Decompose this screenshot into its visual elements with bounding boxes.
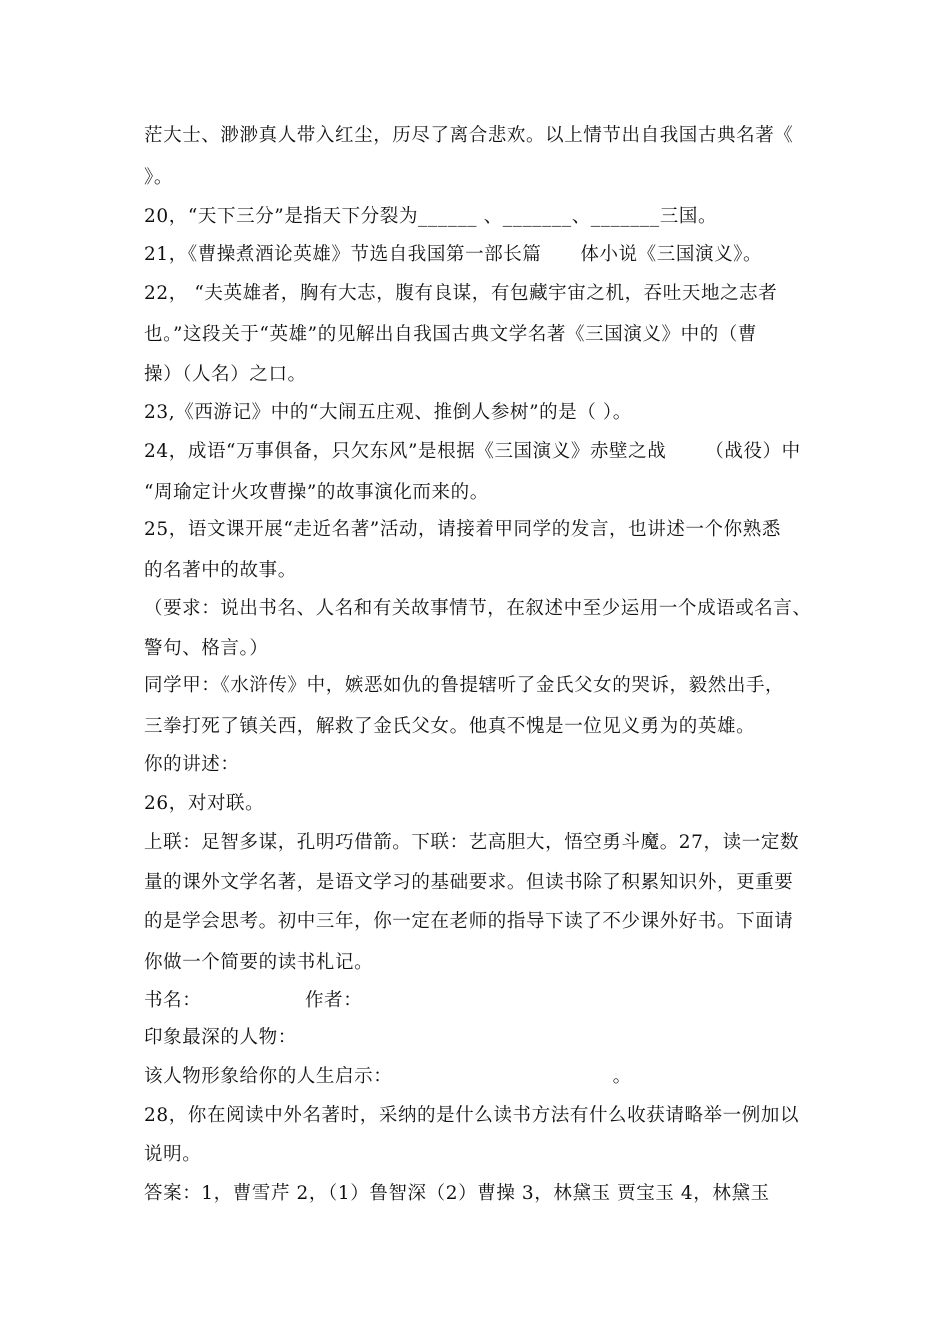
text-line: 量的课外文学名著，是语文学习的基础要求。但读书除了积累知识外，更重要 (144, 872, 794, 893)
text-line: 23,《西游记》中的“大闹五庄观、推倒人参树”的是（ ）。 (144, 402, 632, 423)
text-line: 茫大士、渺渺真人带入红尘，历尽了离合悲欢。以上情节出自我国古典名著《 (144, 125, 794, 146)
text-line: 21，《曹操煮酒论英雄》节选自我国第一部长篇 体小说《三国演义》。 (144, 244, 763, 265)
text-line: 该人物形象给你的人生启示： 。 (144, 1066, 632, 1087)
text-line: 24，成语“万事俱备，只欠东风”是根据《三国演义》赤壁之战 （战役）中 (144, 441, 801, 462)
text-line: 说明。 (144, 1144, 202, 1165)
text-line: 答案：1，曹雪芹 2，（1）鲁智深（2）曹操 3，林黛玉 贾宝玉 4，林黛玉 (144, 1183, 770, 1204)
text-line: 警句、格言。） (144, 638, 269, 659)
text-line: “周瑜定计火攻曹操”的故事演化而来的。 (144, 482, 489, 503)
text-line: 印象最深的人物： (144, 1027, 297, 1048)
text-line: 20，“天下三分”是指天下分裂为______ 、_______、_______三国。 (144, 206, 718, 227)
text-line: 操）（人名）之口。 (144, 364, 307, 385)
text-line: 书名： 作者： (144, 990, 363, 1011)
text-line: 三拳打死了镇关西，解救了金氏父女。他真不愧是一位见义勇为的英雄。 (144, 716, 756, 737)
text-line: （要求：说出书名、人名和有关故事情节，在叙述中至少运用一个成语或名言、 (144, 598, 812, 619)
text-line: 的名著中的故事。 (144, 560, 297, 581)
text-line: 》。 (144, 167, 173, 188)
text-line: 上联：足智多谋，孔明巧借箭。下联：艺高胆大，悟空勇斗魔。27，读一定数 (144, 832, 800, 853)
text-line: 也。”这段关于“英雄”的见解出自我国古典文学名著《三国演义》中的（曹 (144, 324, 758, 345)
text-line: 你做一个简要的读书札记。 (144, 952, 374, 973)
text-line: 的是学会思考。初中三年，你一定在老师的指导下读了不少课外好书。下面请 (144, 911, 794, 932)
text-line: 28，你在阅读中外名著时，采纳的是什么读书方法有什么收获请略举一例加以 (144, 1105, 800, 1126)
text-line: 26，对对联。 (144, 793, 265, 814)
text-line: 22， “夫英雄者，胸有大志，腹有良谋，有包藏宇宙之机，吞吐天地之志者 (144, 283, 778, 304)
text-line: 你的讲述： (144, 754, 240, 775)
text-line: 25，语文课开展“走近名著”活动，请接着甲同学的发言，也讲述一个你熟悉 (144, 519, 781, 540)
text-line: 同学甲：《水浒传》中，嫉恶如仇的鲁提辖听了金氏父女的哭诉，毅然出手， (144, 675, 785, 696)
